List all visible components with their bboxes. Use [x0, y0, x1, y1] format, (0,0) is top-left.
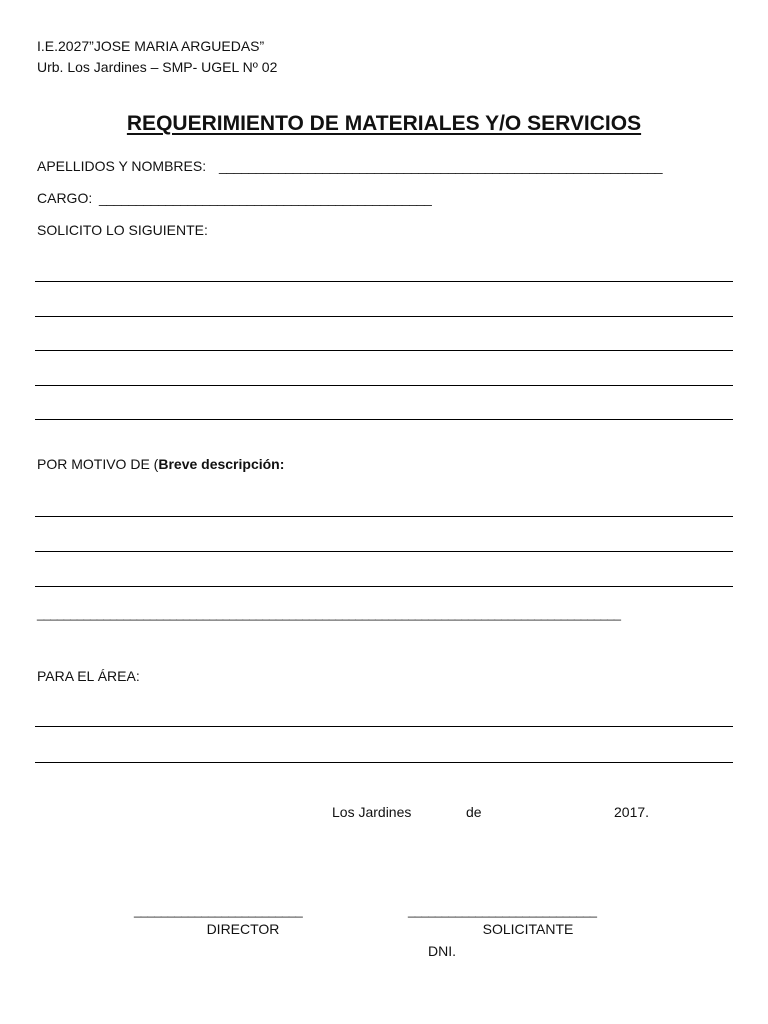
cargo-label: CARGO: — [37, 190, 93, 206]
school-address: Urb. Los Jardines – SMP- UGEL Nº 02 — [37, 59, 278, 75]
solicito-line-5[interactable] — [35, 419, 733, 420]
name-label: APELLIDOS Y NOMBRES: — [37, 158, 207, 174]
solicito-line-2[interactable] — [35, 316, 733, 317]
date-year: 2017. — [614, 804, 650, 820]
motivo-line-1[interactable] — [35, 516, 733, 517]
solicito-line-1[interactable] — [35, 281, 733, 282]
solicito-line-4[interactable] — [35, 385, 733, 386]
date-place: Los Jardines — [332, 804, 412, 820]
area-line-1[interactable] — [35, 726, 733, 727]
name-fill-line[interactable]: ____________________________________________________________ — [219, 158, 663, 174]
motivo-label-prefix: POR MOTIVO DE ( — [37, 456, 159, 472]
motivo-line-3[interactable] — [35, 586, 733, 587]
school-name: I.E.2027”JOSE MARIA ARGUEDAS” — [37, 38, 265, 54]
dni-label: DNI. — [428, 943, 456, 959]
area-line-2[interactable] — [35, 762, 733, 763]
director-label: DIRECTOR — [206, 921, 280, 937]
motivo-line-2[interactable] — [35, 551, 733, 552]
solicitante-label: SOLICITANTE — [482, 921, 574, 937]
motivo-label — [37, 456, 284, 472]
motivo-fill-line-4[interactable]: ________________________________________________________________________________________ — [37, 606, 621, 621]
date-de: de — [466, 804, 482, 820]
solicito-line-3[interactable] — [35, 350, 733, 351]
page-title: REQUERIMIENTO DE MATERIALES Y/O SERVICIOS — [126, 112, 642, 135]
motivo-label-bold: Breve descripción: — [158, 456, 285, 472]
solicitante-signature-line[interactable]: ____________________________ — [408, 903, 597, 918]
area-label: PARA EL ÁREA: — [37, 668, 140, 684]
cargo-fill-line[interactable]: _____________________________________________ — [99, 190, 432, 206]
solicito-label: SOLICITO LO SIGUIENTE: — [37, 222, 208, 238]
director-signature-line[interactable]: _________________________ — [134, 903, 303, 918]
